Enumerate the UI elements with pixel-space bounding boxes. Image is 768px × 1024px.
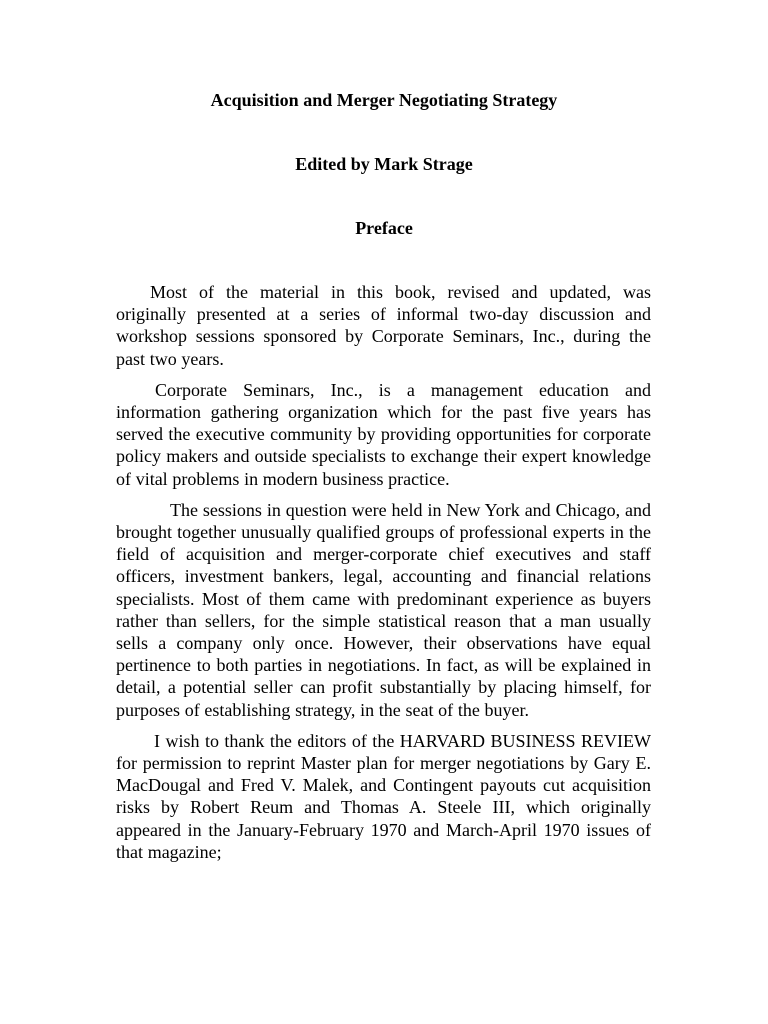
paragraph: The sessions in question were held in New York and Chicago, and brought together unusually qualified groups of professional experts in the field of acquisition and merger-corporate chief executives and staff officers, investment bankers, legal, accounting and financial relations specialists. Most of them came with predominant experience as buyers rather than sellers, for the simple statistical reason that a man usually sells a company only once. However, their observations have equal pertinence to both parties in negotiations. In fact, as will be explained in detail, a potential seller can profit substantially by placing himself, for purposes of establishing strategy, in the seat of the buyer. — [116, 499, 651, 720]
paragraph: Most of the material in this book, revised and updated, was originally presented at a series of informal two-day discussion and workshop sessions sponsored by Corporate Seminars, Inc., during the past two years. — [116, 282, 651, 369]
editor-credit: Edited by Mark Strage — [295, 154, 473, 174]
paragraph: Corporate Seminars, Inc., is a management education and information gathering organization which for the past five years has served the executive community by providing opportunities for corporate policy makers and outside specialists to exchange their expert knowledge of vital problems in modern business practice. — [116, 379, 651, 489]
paragraph: I wish to thank the editors of the HARVARD BUSINESS REVIEW for permission to reprint Master plan for merger negotiations by Gary E. MacDougal and Fred V. Malek, and Contingent payouts cut acquisition risks by Robert Reum and Thomas A. Steele III, which originally appeared in the January-February 1970 and March-April 1970 issues of that magazine; — [116, 730, 651, 862]
preface-body — [116, 281, 651, 872]
book-title: Acquisition and Merger Negotiating Strategy — [210, 90, 558, 110]
section-heading-preface: Preface — [355, 218, 413, 238]
